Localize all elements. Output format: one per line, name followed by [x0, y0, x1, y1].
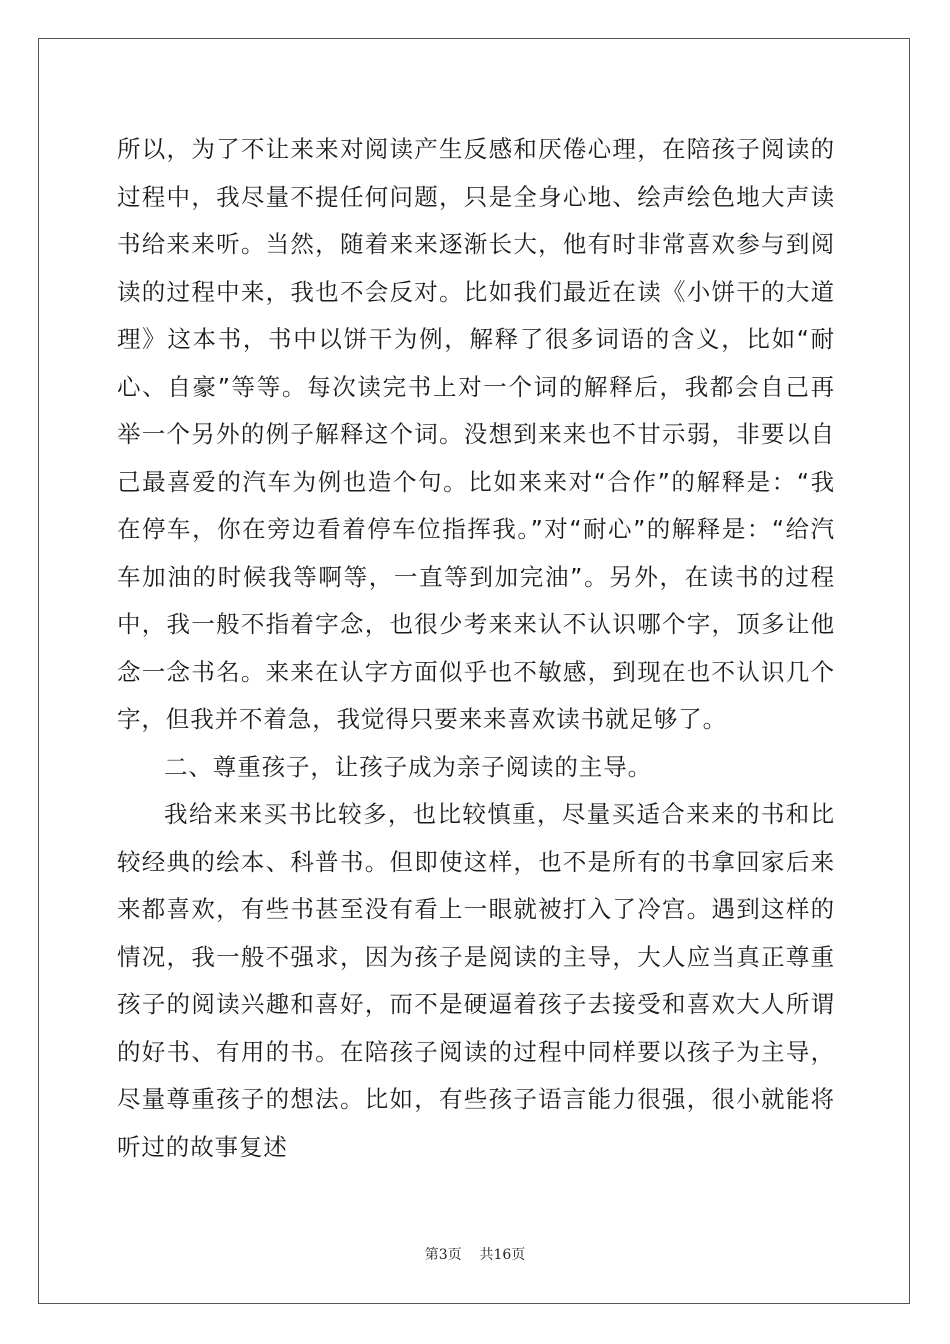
paragraph: 我给来来买书比较多，也比较慎重，尽量买适合来来的书和比较经典的绘本、科普书。但即使这样，也不是所有的书拿回家后来来都喜欢，有些书甚至没有看上一眼就被打入了冷宫。遇到这样的情况，我一般不强求，因为孩子是阅读的主导，大人应当真正尊重孩子的阅读兴趣和喜好，而不是硬逼着孩子去接受和喜欢大人所谓的好书、有用的书。在陪孩子阅读的过程中同样要以孩子为主导，尽量尊重孩子的想法。比如，有些孩子语言能力很强，很小就能将听过的故事复述	[117, 800, 835, 1161]
page-footer	[0, 1244, 950, 1264]
section-heading: 二、尊重孩子，让孩子成为亲子阅读的主导。	[164, 752, 652, 781]
page-total: 共16页	[479, 1247, 526, 1263]
document-body	[117, 126, 835, 1171]
page-number: 第3页	[424, 1247, 462, 1263]
paragraph-continued: 所以，为了不让来来对阅读产生反感和厌倦心理，在陪孩子阅读的过程中，我尽量不提任何问题，只是全身心地、绘声绘色地大声读书给来来听。当然，随着来来逐渐长大，他有时非常喜欢参与到阅读的过程中来，我也不会反对。比如我们最近在读《小饼干的大道理》这本书，书中以饼干为例，解释了很多词语的含义，比如“耐心、自豪”等等。每次读完书上对一个词的解释后，我都会自己再举一个另外的例子解释这个词。没想到来来也不甘示弱，非要以自己最喜爱的汽车为例也造个句。比如来来对“合作”的解释是：“我在停车，你在旁边看着停车位指挥我。”对“耐心”的解释是：“给汽车加油的时候我等啊等，一直等到加完油”。另外，在读书的过程中，我一般不指着字念，也很少考来来认不认识哪个字，顶多让他念一念书名。来来在认字方面似乎也不敏感，到现在也不认识几个字，但我并不着急，我觉得只要来来喜欢读书就足够了。	[117, 135, 835, 733]
